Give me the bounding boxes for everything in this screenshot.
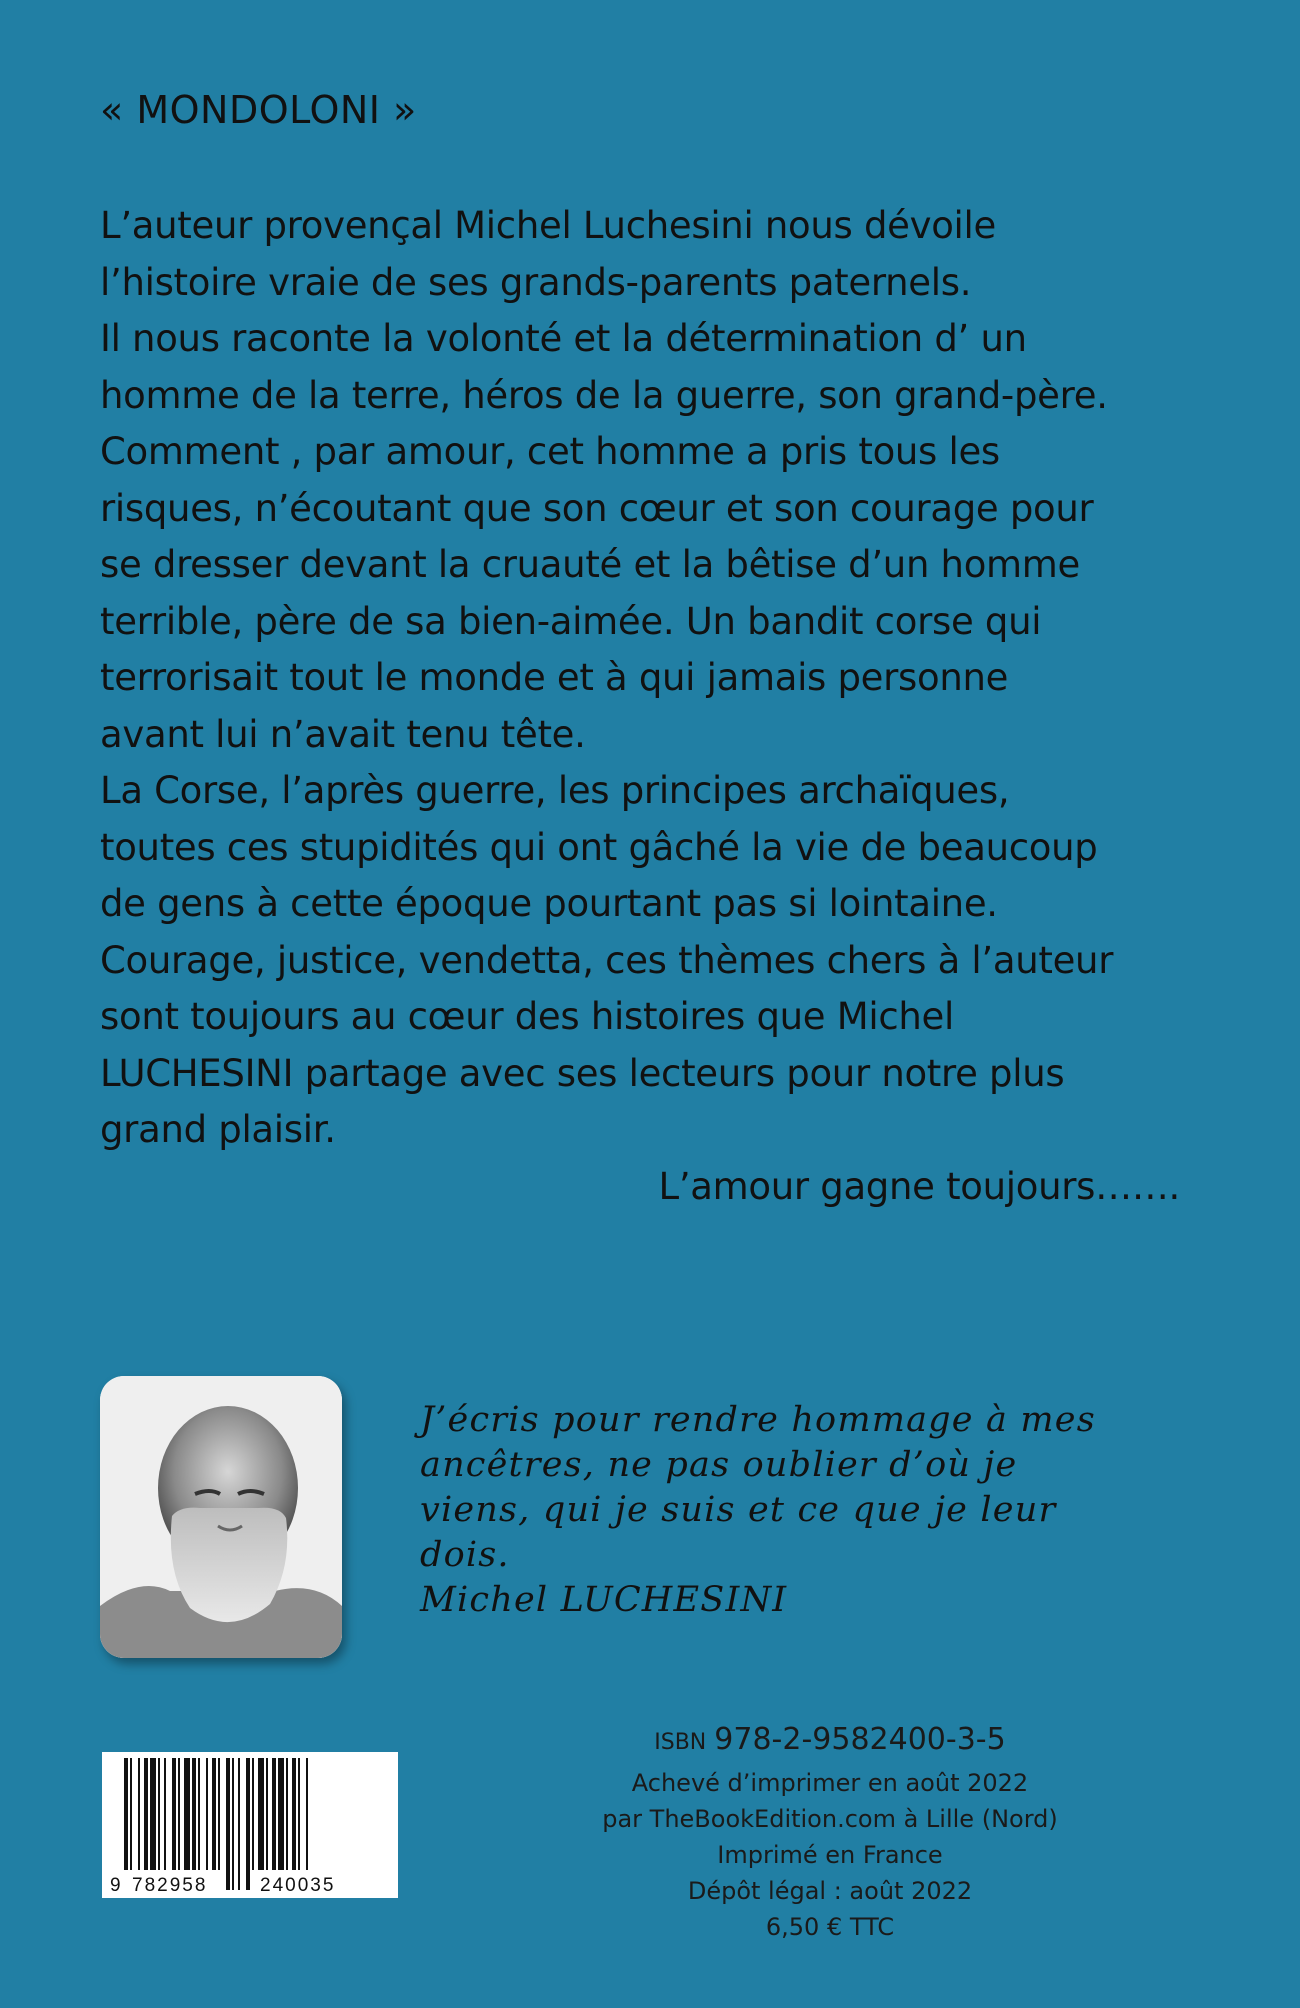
printed-date: Achevé d’imprimer en août 2022 bbox=[631, 1769, 1029, 1797]
synopsis-line: l’histoire vraie de ses grands-parents paternels. bbox=[100, 260, 972, 304]
barcode-digits-left: 782958 bbox=[132, 1875, 208, 1896]
author-quote bbox=[420, 1398, 1096, 1623]
synopsis-line: Courage, justice, vendetta, ces thèmes chers à l’auteur bbox=[100, 938, 1114, 982]
synopsis-line: La Corse, l’après guerre, les principes archaïques, bbox=[100, 769, 1010, 812]
synopsis-line: avant lui n’avait tenu tête. bbox=[100, 712, 586, 756]
synopsis-line: Il nous raconte la volonté et la détermination d’ un bbox=[100, 317, 1027, 360]
synopsis-line: se dresser devant la cruauté et la bêtise d’un homme bbox=[100, 543, 1080, 586]
isbn-label: ISBN bbox=[654, 1730, 707, 1755]
isbn-row bbox=[520, 1718, 1140, 1765]
print-country: Imprimé en France bbox=[717, 1841, 943, 1869]
legal-deposit: Dépôt légal : août 2022 bbox=[687, 1877, 973, 1905]
synopsis-closing: L’amour gagne toujours……. bbox=[658, 1164, 1180, 1208]
price: 6,50 € TTC bbox=[765, 1913, 895, 1941]
synopsis-line: LUCHESINI partage avec ses lecteurs pour notre plus bbox=[100, 1051, 1065, 1095]
quote-line: J’écris pour rendre hommage à mes bbox=[420, 1400, 1096, 1440]
publication-info bbox=[520, 1718, 1140, 1945]
quote-signature: Michel LUCHESINI bbox=[420, 1580, 788, 1620]
barcode-image bbox=[102, 1752, 398, 1898]
barcode-digit-first: 9 bbox=[110, 1875, 121, 1896]
synopsis-line: homme de la terre, héros de la guerre, son grand-père. bbox=[100, 373, 1108, 417]
book-title: « MONDOLONI » bbox=[100, 88, 417, 132]
printer: par TheBookEdition.com à Lille (Nord) bbox=[602, 1805, 1058, 1833]
synopsis-line: grand plaisir. bbox=[100, 1108, 336, 1151]
author-photo bbox=[100, 1376, 342, 1658]
isbn-number: 978-2-9582400-3-5 bbox=[714, 1722, 1006, 1757]
synopsis-line: risques, n’écoutant que son cœur et son courage pour bbox=[100, 486, 1094, 530]
synopsis-line: Comment , par amour, cet homme a pris tous les bbox=[100, 430, 1000, 473]
author-portrait-image bbox=[100, 1376, 342, 1658]
synopsis-line: toutes ces stupidités qui ont gâché la vie de beaucoup bbox=[100, 825, 1098, 869]
synopsis-line: terrorisait tout le monde et à qui jamais personne bbox=[100, 656, 1009, 699]
barcode-digits-right: 240035 bbox=[260, 1875, 336, 1896]
synopsis-line: de gens à cette époque pourtant pas si lointaine. bbox=[100, 882, 998, 925]
synopsis bbox=[100, 198, 1200, 1215]
synopsis-line: L’auteur provençal Michel Luchesini nous dévoile bbox=[100, 204, 996, 247]
quote-line: dois. bbox=[420, 1535, 510, 1575]
quote-line: ancêtres, ne pas oublier d’où je bbox=[420, 1445, 1018, 1485]
synopsis-line: sont toujours au cœur des histoires que Michel bbox=[100, 995, 954, 1038]
quote-line: viens, qui je suis et ce que je leur bbox=[420, 1490, 1057, 1530]
synopsis-line: terrible, père de sa bien-aimée. Un bandit corse qui bbox=[100, 599, 1042, 643]
barcode bbox=[102, 1752, 398, 1898]
